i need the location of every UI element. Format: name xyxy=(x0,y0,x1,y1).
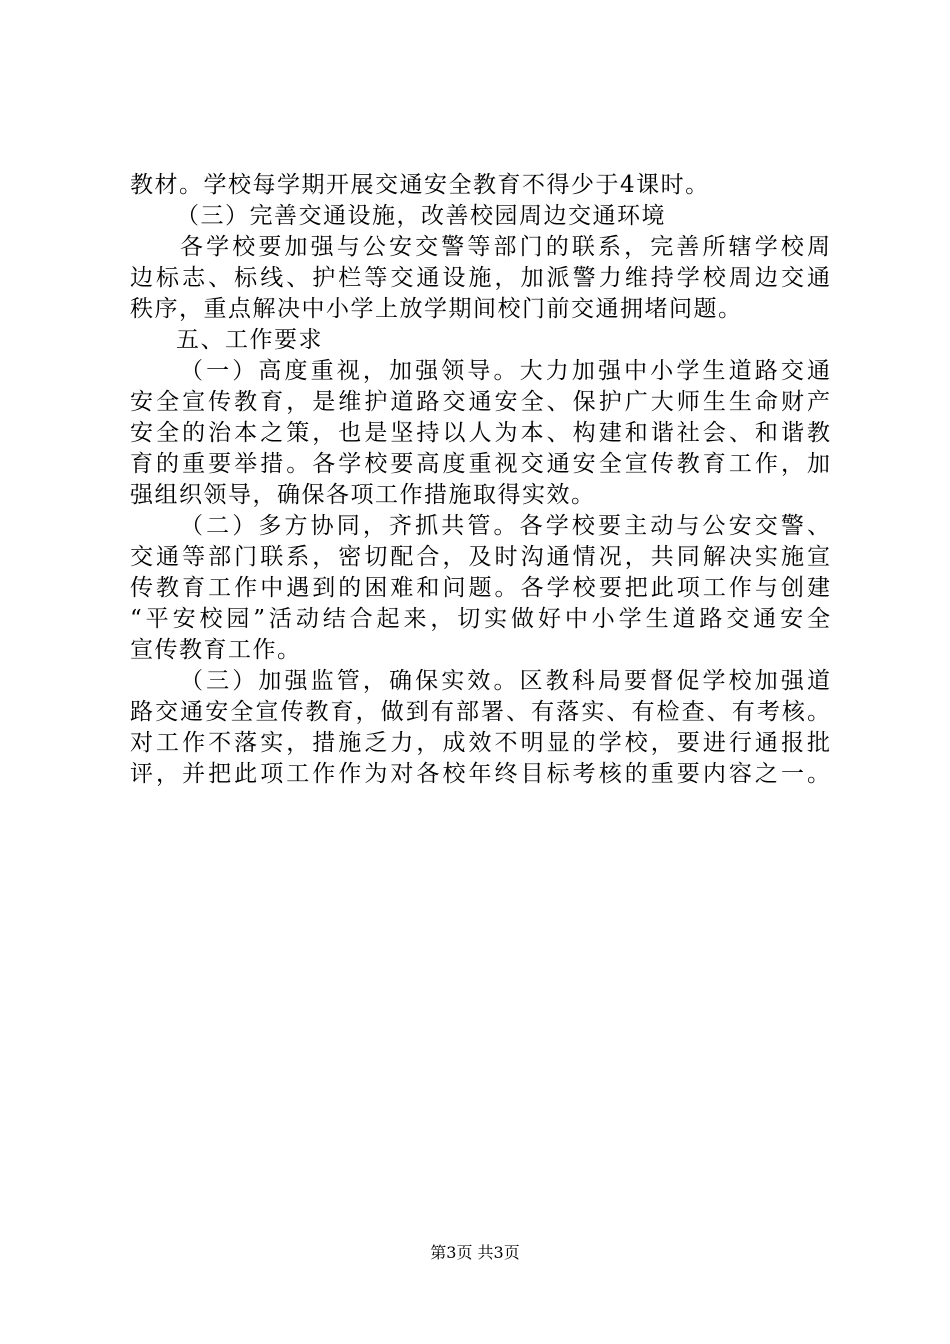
page-number: 第3页 共3页 xyxy=(430,1243,520,1262)
paragraph-line: 对工作不落实，措施乏力，成效不明显的学校，要进行通报批 xyxy=(130,730,830,756)
paragraph-line: 路交通安全宣传教育，做到有部署、有落实、有检查、有考核。 xyxy=(130,699,830,725)
paragraph-line: 教材。学校每学期开展交通安全教育不得少于4课时。 xyxy=(130,172,710,198)
paragraph-line: （二）多方协同，齐抓共管。各学校要主动与公安交警、 xyxy=(180,513,830,539)
paragraph-line: 安全宣传教育，是维护道路交通安全、保护广大师生生命财产 xyxy=(130,389,830,415)
paragraph-line: 宣传教育工作。 xyxy=(130,637,302,663)
section-heading: （三）完善交通设施，改善校园周边交通环境 xyxy=(176,203,666,229)
paragraph-line: 传教育工作中遇到的困难和问题。各学校要把此项工作与创建 xyxy=(130,575,830,601)
paragraph-line: 边标志、标线、护栏等交通设施，加派警力维持学校周边交通 xyxy=(130,265,830,291)
paragraph-line: 安全的治本之策，也是坚持以人为本、构建和谐社会、和谐教 xyxy=(130,420,830,446)
paragraph-line: （一）高度重视，加强领导。大力加强中小学生道路交通 xyxy=(180,358,830,384)
paragraph-line: 交通等部门联系，密切配合，及时沟通情况，共同解决实施宣 xyxy=(130,544,830,570)
paragraph-line: （三）加强监管，确保实效。区教科局要督促学校加强道 xyxy=(180,668,830,694)
paragraph-line: 各学校要加强与公安交警等部门的联系，完善所辖学校周 xyxy=(180,234,830,260)
paragraph-line: 秩序，重点解决中小学上放学期间校门前交通拥堵问题。 xyxy=(130,296,743,322)
paragraph-line: 评，并把此项工作作为对各校年终目标考核的重要内容之一。 xyxy=(130,761,830,787)
paragraph-line: “平安校园”活动结合起来，切实做好中小学生道路交通安全 xyxy=(130,606,830,632)
section-heading: 五、工作要求 xyxy=(176,327,323,353)
document-body xyxy=(130,170,830,790)
paragraph-line: 强组织领导，确保各项工作措施取得实效。 xyxy=(130,482,596,508)
paragraph-line: 育的重要举措。各学校要高度重视交通安全宣传教育工作，加 xyxy=(130,451,830,477)
